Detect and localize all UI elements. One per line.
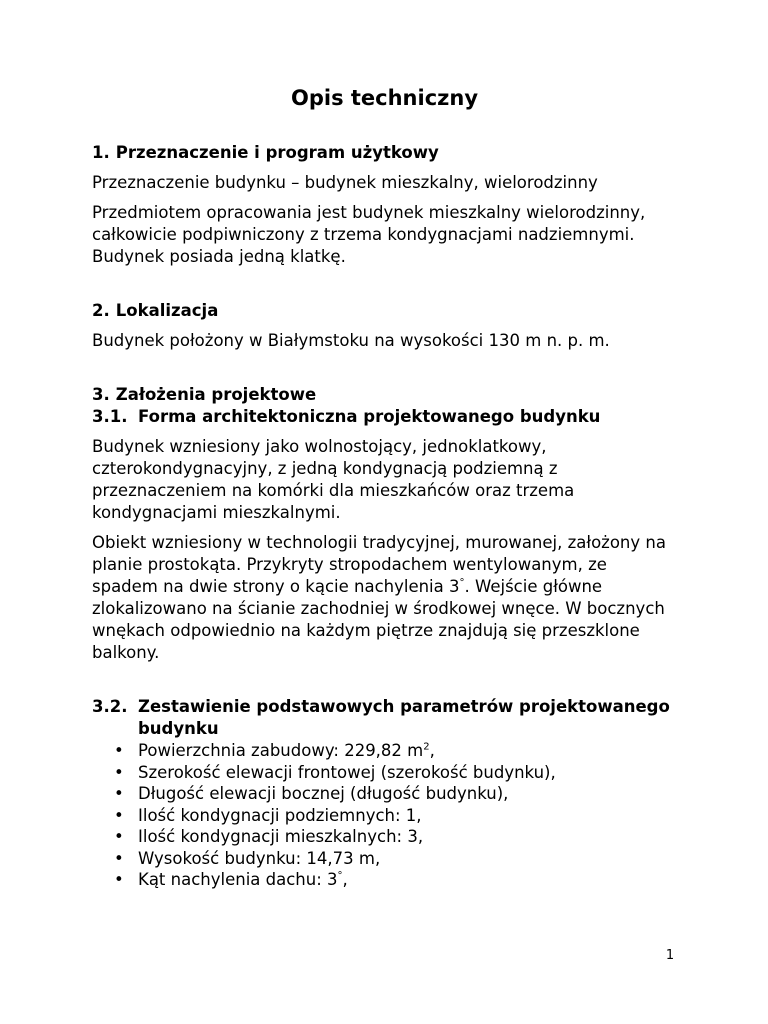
section-3-heading xyxy=(92,384,677,406)
superscript: ° xyxy=(337,870,343,882)
list-item-text: Wysokość budynku: 14,73 m, xyxy=(138,848,381,868)
list-item xyxy=(92,869,677,891)
section-2-heading xyxy=(92,300,677,322)
section-3-2-heading xyxy=(92,696,677,740)
list-item-text: Kąt nachylenia dachu: 3 xyxy=(138,870,338,889)
spacer xyxy=(92,268,677,300)
section-2-number: 2. xyxy=(92,301,110,320)
document-title: Opis techniczny xyxy=(290,86,479,110)
list-item-text: Ilość kondygnacji podziemnych: 1, xyxy=(138,805,422,825)
list-item-text: Powierzchnia zabudowy: 229,82 m xyxy=(138,741,424,760)
bullet-icon: • xyxy=(114,848,124,868)
parameters-list xyxy=(92,740,677,891)
section-1-number: 1. xyxy=(92,143,110,162)
section-3-title: Założenia projektowe xyxy=(115,385,317,404)
section-3-1-heading xyxy=(92,406,677,428)
list-item-suffix: , xyxy=(342,870,348,889)
degree-sign: ° xyxy=(459,577,465,589)
section-3-2-title: Zestawienie podstawowych parametrów projektowanego budynku xyxy=(138,697,670,738)
section-3-1-paragraph-1: Budynek wzniesiony jako wolnostojący, jednoklatkowy, czterokondygnacyjny, z jedną kondygnacją podziemną z przeznaczeniem na komórki dla mieszkańców oraz trzema kondygnacjami mieszkalnymi. xyxy=(92,437,575,522)
section-1-title: Przeznaczenie i program użytkowy xyxy=(115,143,439,162)
list-item xyxy=(92,740,677,762)
bullet-icon: • xyxy=(114,741,124,760)
section-3-1-title: Forma architektoniczna projektowanego budynku xyxy=(138,407,601,426)
section-2-title: Lokalizacja xyxy=(115,301,219,320)
section-2-paragraph-1: Budynek położony w Białymstoku na wysokości 130 m n. p. m. xyxy=(92,331,610,350)
section-1-paragraph-2: Przedmiotem opracowania jest budynek mieszkalny wielorodzinny, całkowicie podpiwniczony z trzema kondygnacjami nadziemnymi. Budynek posiada jedną klatkę. xyxy=(92,203,646,266)
bullet-icon: • xyxy=(114,805,124,825)
section-3-1-paragraph-2 xyxy=(92,532,677,664)
bullet-icon: • xyxy=(114,784,124,803)
list-item-text: Szerokość elewacji frontowej (szerokość budynku), xyxy=(138,762,556,782)
paragraph-text: Obiekt wzniesiony w technologii tradycyjnej, murowanej, założony na planie prostokąta. Przykryty stropodachem wentylowanym, ze spadem na dwie strony o kącie nachylenia 3 xyxy=(92,533,666,596)
section-3-number: 3. xyxy=(92,385,110,404)
spacer xyxy=(92,664,677,696)
list-item xyxy=(92,762,677,784)
list-item xyxy=(92,805,677,827)
bullet-icon: • xyxy=(114,870,124,889)
list-item-text: Ilość kondygnacji mieszkalnych: 3, xyxy=(138,827,424,846)
section-1-paragraph-1: Przeznaczenie budynku – budynek mieszkalny, wielorodzinny xyxy=(92,173,598,192)
bullet-icon: • xyxy=(114,827,124,846)
list-item xyxy=(92,848,677,870)
superscript: 2 xyxy=(423,741,430,753)
section-3-2-number: 3.2. xyxy=(92,697,128,716)
list-item xyxy=(92,826,677,848)
paragraph-text: . Wejście główne zlokalizowano na ścianie zachodniej w środkowej wnęce. W bocznych wnękach odpowiednio na każdym piętrze znajdują się przeszklone balkony. xyxy=(92,577,665,662)
bullet-icon: • xyxy=(114,762,124,782)
section-1-heading xyxy=(92,142,677,164)
spacer xyxy=(92,352,677,384)
list-item-text: Długość elewacji bocznej (długość budynku), xyxy=(138,784,509,803)
list-item xyxy=(92,783,677,805)
document-content xyxy=(92,84,677,891)
section-3-1-number: 3.1. xyxy=(92,407,128,426)
page-number: 1 xyxy=(665,948,675,963)
list-item-suffix: , xyxy=(429,741,435,760)
